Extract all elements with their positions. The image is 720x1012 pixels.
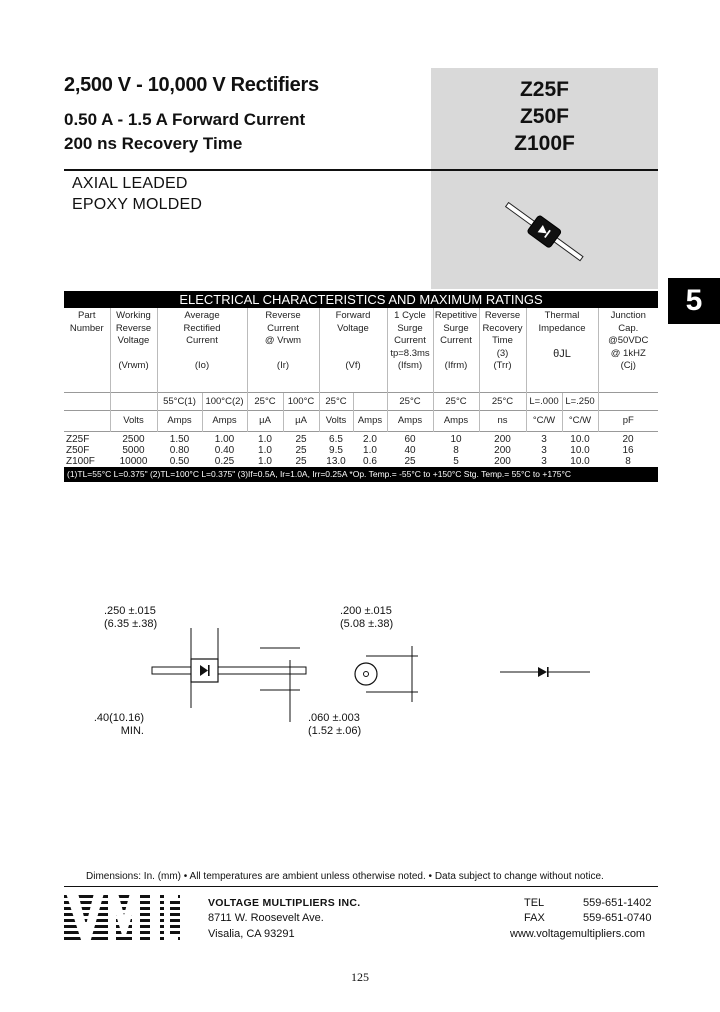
conditions-row: 55°C(1) 100°C(2) 25°C 100°C 25°C 25°C 25°C 25°C L=.000 L=.250	[64, 393, 658, 411]
header-recovery-time: Reverse Recovery Time (3) (Trr)	[479, 308, 526, 393]
model-list	[431, 76, 658, 157]
body-diameter-dimension: .200 ±.015 (5.08 ±.38)	[340, 605, 394, 630]
vmi-logo	[64, 893, 180, 943]
units-row: Volts Amps Amps µA µA Volts Amps Amps Amps ns °C/W °C/W pF	[64, 411, 658, 432]
electrical-characteristics-table	[64, 291, 658, 482]
tel-label: TEL	[524, 897, 545, 909]
table-row: Z50F 5000 0.80 0.40 1.0 25 9.5 1.0 40 8 200 3 10.0 16	[66, 445, 634, 456]
address-city: Visalia, CA 93291	[208, 928, 295, 940]
website-link[interactable]: www.voltagemultipliers.com	[510, 928, 646, 940]
header-thermal-impedance: Thermal Impedance θJL	[526, 308, 598, 393]
disclaimer-note: Dimensions: In. (mm) • All temperatures are ambient unless otherwise noted. • Data subject to change without notice.	[86, 871, 604, 882]
table-notes: (1)TL=55°C L=0.375" (2)TL=100°C L=0.375" (3)If=0.5A, Ir=1.0A, Irr=0.25A *Op. Temp.= -55°C to +150°C Stg. Temp.= 55°C to +175°C	[64, 467, 658, 482]
side-view-drawing	[150, 628, 310, 724]
header-reverse-current: Reverse Current @ Vrwm (Ir)	[247, 308, 319, 393]
footer-divider	[64, 886, 658, 887]
model-z50f: Z50F	[519, 105, 569, 128]
fax-label: FAX	[524, 912, 545, 924]
lead-diameter-dimension: .060 ±.003 (1.52 ±.06)	[308, 712, 362, 737]
header-divider	[64, 169, 658, 171]
page-title: 2,500 V - 10,000 V Rectifiers	[64, 74, 319, 96]
header-junction-cap: Junction Cap. @50VDC @ 1kHZ (Cj)	[598, 308, 658, 393]
header-average-current: Average Rectified Current (Io)	[157, 308, 247, 393]
forward-current-subtitle: 0.50 A - 1.5 A Forward Current	[64, 110, 306, 129]
table-row: Z100F 10000 0.50 0.25 1.0 25 13.0 0.6 25 5 200 3 10.0 8	[66, 456, 631, 467]
model-z25f: Z25F	[519, 78, 569, 101]
address-street: 8711 W. Roosevelt Ave.	[208, 912, 324, 924]
axial-diode-illustration	[496, 196, 592, 268]
tel-number: 559-651-1402	[583, 897, 652, 909]
section-tab: 5	[668, 278, 720, 324]
body-length-dimension: .250 ±.015 (6.35 ±.38)	[104, 605, 158, 630]
header-working-voltage: Working Reverse Voltage (Vrwm)	[110, 308, 157, 393]
end-view-drawing	[348, 636, 428, 716]
header-part-number: Part Number	[69, 310, 104, 334]
page-number: 125	[351, 970, 369, 984]
fax-number: 559-651-0740	[583, 912, 652, 924]
header-repetitive-surge: Repetitive Surge Current (Ifrm)	[433, 308, 479, 393]
recovery-time-subtitle: 200 ns Recovery Time	[64, 134, 243, 153]
package-type-line1: AXIAL LEADED	[72, 175, 188, 192]
table-title: ELECTRICAL CHARACTERISTICS AND MAXIMUM RATINGS	[64, 291, 658, 308]
company-name: VOLTAGE MULTIPLIERS INC.	[208, 897, 361, 909]
package-type-line2: EPOXY MOLDED	[72, 196, 203, 213]
header-surge-current: 1 Cycle Surge Current tp=8.3ms (Ifsm)	[387, 308, 433, 393]
header-forward-voltage: Forward Voltage (Vf)	[319, 308, 387, 393]
model-z100f: Z100F	[514, 132, 575, 155]
lead-length-dimension: .40(10.16) MIN.	[93, 712, 144, 737]
diode-symbol-icon	[500, 664, 590, 680]
table-row: Z25F 2500 1.50 1.00 1.0 25 6.5 2.0 60 10 200 3 10.0 20	[64, 432, 658, 446]
